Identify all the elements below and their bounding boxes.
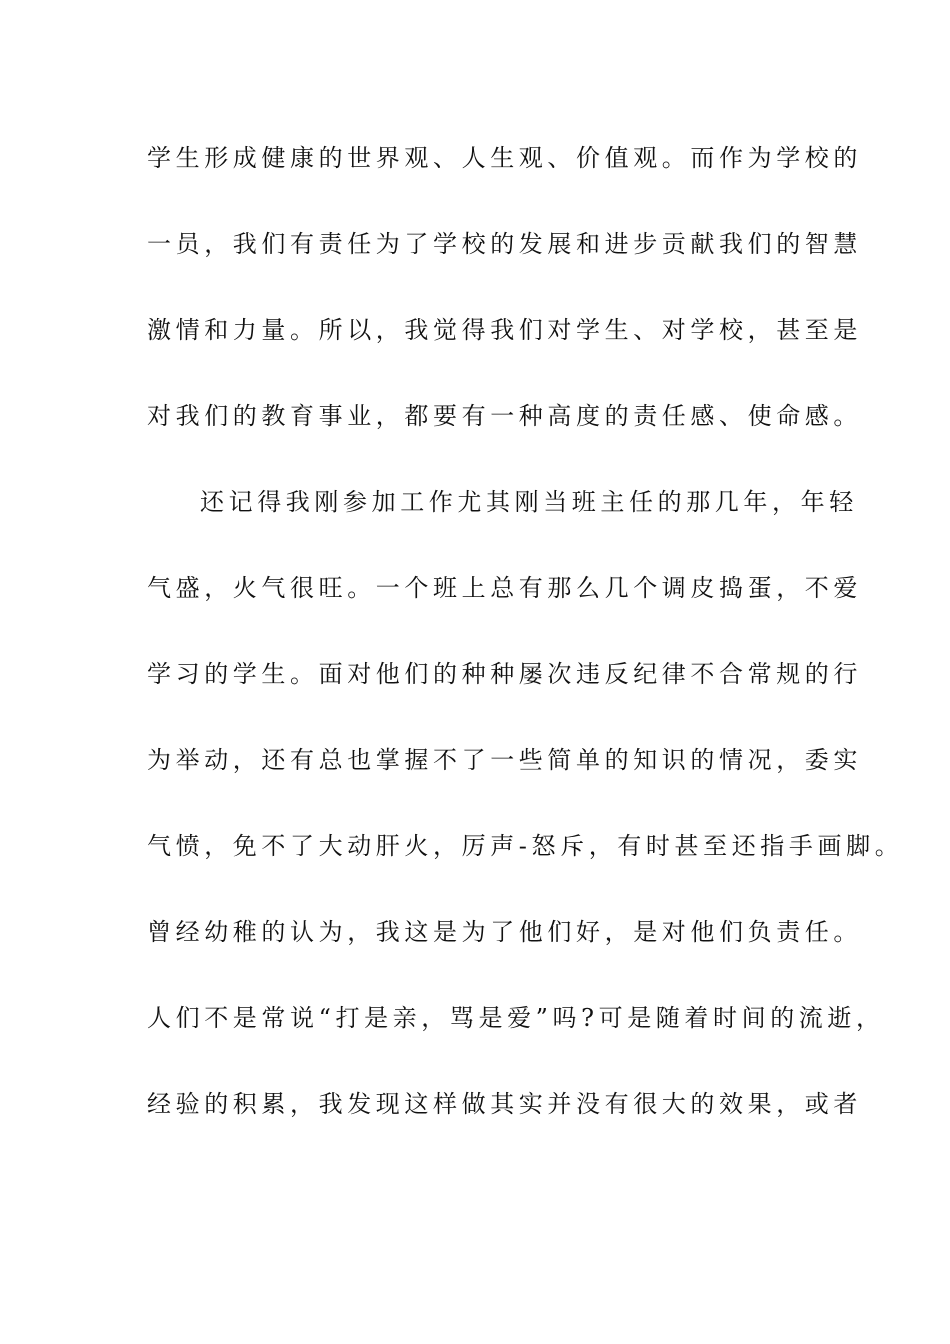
text-line: 气盛，火气很旺。一个班上总有那么几个调皮捣蛋，不爱 [147, 574, 862, 602]
text-line: 人们不是常说“打是亲，骂是爱”吗?可是随着时间的流逝， [147, 1004, 885, 1032]
text-line: 学生形成健康的世界观、人生观、价值观。而作为学校的 [147, 144, 862, 172]
text-line: 气愤，免不了大动肝火，厉声-怒斥，有时甚至还指手画脚。 [147, 832, 904, 860]
body-text [147, 136, 904, 1168]
text-line: 激情和力量。所以，我觉得我们对学生、对学校，甚至是 [147, 316, 862, 344]
text-line: 学习的学生。面对他们的种种屡次违反纪律不合常规的行 [147, 660, 862, 688]
text-line: 一员，我们有责任为了学校的发展和进步贡献我们的智慧 [147, 230, 862, 258]
text-line: 经验的积累，我发现这样做其实并没有很大的效果，或者 [147, 1090, 862, 1118]
text-line: 曾经幼稚的认为，我这是为了他们好，是对他们负责任。 [147, 918, 862, 946]
paragraph-first-line: 还记得我刚参加工作尤其刚当班主任的那几年，年轻 [200, 488, 858, 516]
text-line: 对我们的教育事业，都要有一种高度的责任感、使命感。 [147, 402, 862, 430]
text-line: 为举动，还有总也掌握不了一些简单的知识的情况，委实 [147, 746, 862, 774]
